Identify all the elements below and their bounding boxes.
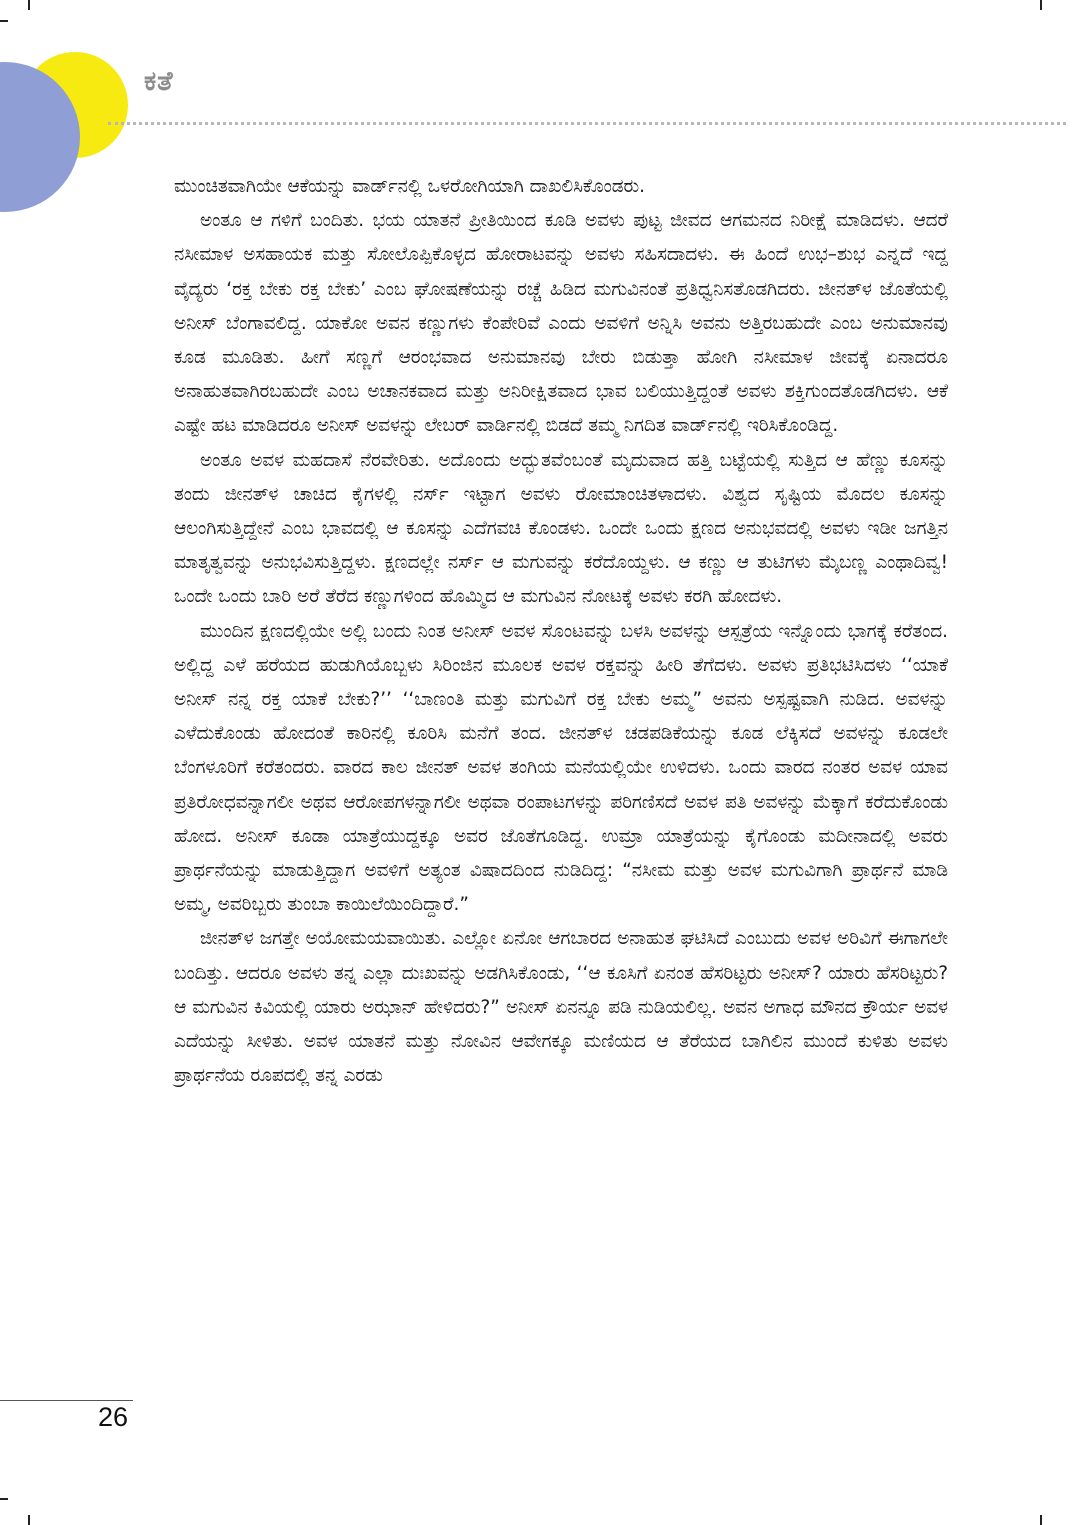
paragraph: ಅಂತೂ ಅವಳ ಮಹದಾಸೆ ನೆರವೇರಿತು. ಅದೊಂದು ಅದ್ಭುತವೆಂಬಂತೆ ಮೃದುವಾದ ಹತ್ತಿ ಬಟ್ಟೆಯಲ್ಲಿ ಸುತ್ತಿದ ಆ ಹೆಣ್ಣು ಕೂಸನ್ನು ತಂದು ಜೀನತ್‌ಳ ಚಾಚಿದ ಕೈಗಳಲ್ಲಿ ನರ್ಸ್ ಇಟ್ಟಾಗ ಅವಳು ರೋಮಾಂಚಿತಳಾದಳು. ವಿಶ್ವದ ಸೃಷ್ಟಿಯ ಮೊದಲ ಕೂಸನ್ನು ಆಲಂಗಿಸುತ್ತಿದ್ದೇನೆ ಎಂಬ ಭಾವದಲ್ಲಿ ಆ ಕೂಸನ್ನು ಎದೆಗವಚಿ ಕೊಂಡಳು. ಒಂದೇ ಒಂದು ಕ್ಷಣದ ಅನುಭವದಲ್ಲಿ ಅವಳು ಇಡೀ ಜಗತ್ತಿನ ಮಾತೃತ್ವವನ್ನು ಅನುಭವಿಸುತ್ತಿದ್ದಳು. ಕ್ಷಣದಲ್ಲೇ ನರ್ಸ್ ಆ ಮಗುವನ್ನು ಕರೆದೊಯ್ದಳು. ಆ ಕಣ್ಣು ಆ ತುಟಿಗಳು ಮೈಬಣ್ಣ ಎಂಥಾದಿವ್ವ! ಒಂದೇ ಒಂದು ಬಾರಿ ಅರೆ ತೆರೆದ ಕಣ್ಣುಗಳಿಂದ ಹೊಮ್ಮಿದ ಆ ಮಗುವಿನ ನೋಟಕ್ಕೆ ಅವಳು ಕರಗಿ ಹೋದಳು.	[174, 449, 948, 608]
header-dotted-rule	[108, 122, 1066, 125]
crop-mark-bottom-right	[1040, 1515, 1042, 1525]
crop-mark-top-left	[28, 0, 30, 10]
paragraph: ಜೀನತ್‌ಳ ಜಗತ್ತೇ ಅಯೋಮಯವಾಯಿತು. ಎಲ್ಲೋ ಏನೋ ಆಗಬಾರದ ಅನಾಹುತ ಘಟಿಸಿದೆ ಎಂಬುದು ಅವಳ ಅರಿವಿಗೆ ಈಗಾಗಲೇ ಬಂದಿತ್ತು. ಆದರೂ ಅವಳು ತನ್ನ ಎಲ್ಲಾ ದುಃಖವನ್ನು ಅಡಗಿಸಿಕೊಂಡು, ‘‘ಆ ಕೂಸಿಗೆ ಏನಂತ ಹೆಸರಿಟ್ಟರು ಅನೀಸ್? ಯಾರು ಹೆಸರಿಟ್ಟರು? ಆ ಮಗುವಿನ ಕಿವಿಯಲ್ಲಿ ಯಾರು ಅಝಾನ್ ಹೇಳಿದರು?” ಅನೀಸ್ ಏನನ್ನೂ ಪಡಿ ನುಡಿಯಲಿಲ್ಲ. ಅವನ ಅಗಾಧ ಮೌನದ ಕ್ರೌರ್ಯ ಅವಳ ಎದೆಯನ್ನು ಸೀಳಿತು. ಅವಳ ಯಾತನೆ ಮತ್ತು ನೋವಿನ ಆವೇಗಕ್ಕೂ ಮಣಿಯದ ಆ ತೆರೆಯದ ಬಾಗಿಲಿನ ಮುಂದೆ ಕುಳಿತು ಅವಳು ಪ್ರಾರ್ಥನೆಯ ರೂಪದಲ್ಲಿ ತನ್ನ ಎರಡು	[174, 928, 948, 1087]
section-title: ಕತೆ	[144, 66, 174, 97]
page-number: 26	[98, 1402, 129, 1432]
story-body	[174, 170, 948, 1093]
paragraph: ಅಂತೂ ಆ ಗಳಿಗೆ ಬಂದಿತು. ಭಯ ಯಾತನೆ ಪ್ರೀತಿಯಿಂದ ಕೂಡಿ ಅವಳು ಪುಟ್ಟ ಜೀವದ ಆಗಮನದ ನಿರೀಕ್ಷೆ ಮಾಡಿದಳು. ಆದರೆ ನಸೀಮಾಳ ಅಸಹಾಯಕ ಮತ್ತು ಸೋಲೊಪ್ಪಿಕೊಳ್ಳದ ಹೋರಾಟವನ್ನು ಅವಳು ಸಹಿಸದಾದಳು. ಈ ಹಿಂದೆ ಉಭ–ಶುಭ ಎನ್ನದೆ ಇದ್ದ ವೈದ್ಯರು ‘ರಕ್ತ ಬೇಕು ರಕ್ತ ಬೇಕು’ ಎಂಬ ಘೋಷಣೆಯನ್ನು ರಚ್ಚೆ ಹಿಡಿದ ಮಗುವಿನಂತೆ ಪ್ರತಿಧ್ವನಿಸತೊಡಗಿದರು. ಜೀನತ್‌ಳ ಜೊತೆಯಲ್ಲಿ ಅನೀಸ್ ಬೆಂಗಾವಲಿದ್ದ. ಯಾಕೋ ಅವನ ಕಣ್ಣುಗಳು ಕೆಂಪೇರಿವೆ ಎಂದು ಅವಳಿಗೆ ಅನ್ನಿಸಿ ಅವನು ಅತ್ತಿರಬಹುದೇ ಎಂಬ ಅನುಮಾನವು ಕೂಡ ಮೂಡಿತು. ಹೀಗೆ ಸಣ್ಣಗೆ ಆರಂಭವಾದ ಅನುಮಾನವು ಬೇರು ಬಿಡುತ್ತಾ ಹೋಗಿ ನಸೀಮಾಳ ಜೀವಕ್ಕೆ ಏನಾದರೂ ಅನಾಹುತವಾಗಿರಬಹುದೇ ಎಂಬ ಅಚಾನಕವಾದ ಮತ್ತು ಅನಿರೀಕ್ಷಿತವಾದ ಭಾವ ಬಲಿಯುತ್ತಿದ್ದಂತೆ ಅವಳು ಶಕ್ತಿಗುಂದತೊಡಗಿದಳು. ಆಕೆ ಎಷ್ಟೇ ಹಟ ಮಾಡಿದರೂ ಅನೀಸ್ ಅವಳನ್ನು ಲೇಬರ್ ವಾರ್ಡಿನಲ್ಲಿ ಬಿಡದೆ ತಮ್ಮ ನಿಗದಿತ ವಾರ್ಡ್‌ನಲ್ಲಿ ಇರಿಸಿಕೊಂಡಿದ್ದ.	[174, 210, 948, 437]
crop-mark-bottom-left-side	[0, 1498, 8, 1500]
crop-mark-top-left-side	[0, 20, 8, 22]
paragraph-continuation: ಮುಂಚಿತವಾಗಿಯೇ ಆಕೆಯನ್ನು ವಾರ್ಡ್‌ನಲ್ಲಿ ಒಳರೋಗಿಯಾಗಿ ದಾಖಲಿಸಿಕೊಂಡರು.	[174, 176, 645, 197]
paragraph: ಮುಂದಿನ ಕ್ಷಣದಲ್ಲಿಯೇ ಅಲ್ಲಿ ಬಂದು ನಿಂತ ಅನೀಸ್ ಅವಳ ಸೊಂಟವನ್ನು ಬಳಸಿ ಅವಳನ್ನು ಆಸ್ಪತ್ರೆಯ ಇನ್ನೊಂದು ಭಾಗಕ್ಕೆ ಕರೆತಂದ. ಅಲ್ಲಿದ್ದ ಎಳೆ ಹರೆಯದ ಹುಡುಗಿಯೊಬ್ಬಳು ಸಿರಿಂಜಿನ ಮೂಲಕ ಅವಳ ರಕ್ತವನ್ನು ಹೀರಿ ತೆಗೆದಳು. ಅವಳು ಪ್ರತಿಭಟಿಸಿದಳು ‘‘ಯಾಕೆ ಅನೀಸ್ ನನ್ನ ರಕ್ತ ಯಾಕೆ ಬೇಕು?’’ ‘‘ಬಾಣಂತಿ ಮತ್ತು ಮಗುವಿಗೆ ರಕ್ತ ಬೇಕು ಅಮ್ಮ” ಅವನು ಅಸ್ಪಷ್ಟವಾಗಿ ನುಡಿದ. ಅವಳನ್ನು ಎಳೆದುಕೊಂಡು ಹೋದಂತೆ ಕಾರಿನಲ್ಲಿ ಕೂರಿಸಿ ಮನೆಗೆ ತಂದ. ಜೀನತ್‌ಳ ಚಡಪಡಿಕೆಯನ್ನು ಕೂಡ ಲೆಕ್ಕಿಸದೆ ಅವಳನ್ನು ಕೂಡಲೇ ಬೆಂಗಳೂರಿಗೆ ಕರೆತಂದರು. ವಾರದ ಕಾಲ ಜೀನತ್ ಅವಳ ತಂಗಿಯ ಮನೆಯಲ್ಲಿಯೇ ಉಳಿದಳು. ಒಂದು ವಾರದ ನಂತರ ಅವಳ ಯಾವ ಪ್ರತಿರೋಧವನ್ನಾಗಲೀ ಅಥವ ಆರೋಪಗಳನ್ನಾಗಲೀ ಅಥವಾ ರಂಪಾಟಗಳನ್ನು ಪರಿಗಣಿಸದೆ ಅವಳ ಪತಿ ಅವಳನ್ನು ಮೆಕ್ಕಾಗೆ ಕರೆದುಕೊಂಡು ಹೋದ. ಅನೀಸ್ ಕೂಡಾ ಯಾತ್ರೆಯುದ್ದಕ್ಕೂ ಅವರ ಜೊತೆಗೂಡಿದ್ದ. ಉಮ್ರಾ ಯಾತ್ರೆಯನ್ನು ಕೈಗೊಂಡು ಮದೀನಾದಲ್ಲಿ ಅವರು ಪ್ರಾರ್ಥನೆಯನ್ನು ಮಾಡುತ್ತಿದ್ದಾಗ ಅವಳಿಗೆ ಅತ್ಯಂತ ವಿಷಾದದಿಂದ ನುಡಿದಿದ್ದ: “ನಸೀಮ ಮತ್ತು ಅವಳ ಮಗುವಿಗಾಗಿ ಪ್ರಾರ್ಥನೆ ಮಾಡಿ ಅಮ್ಮ, ಅವರಿಬ್ಬರು ತುಂಬಾ ಕಾಯಿಲೆಯಿಂದಿದ್ದಾರೆ.”	[174, 620, 948, 916]
folio-rule	[0, 1400, 133, 1401]
crop-mark-top-right	[1040, 0, 1042, 10]
crop-mark-bottom-left	[28, 1515, 30, 1525]
